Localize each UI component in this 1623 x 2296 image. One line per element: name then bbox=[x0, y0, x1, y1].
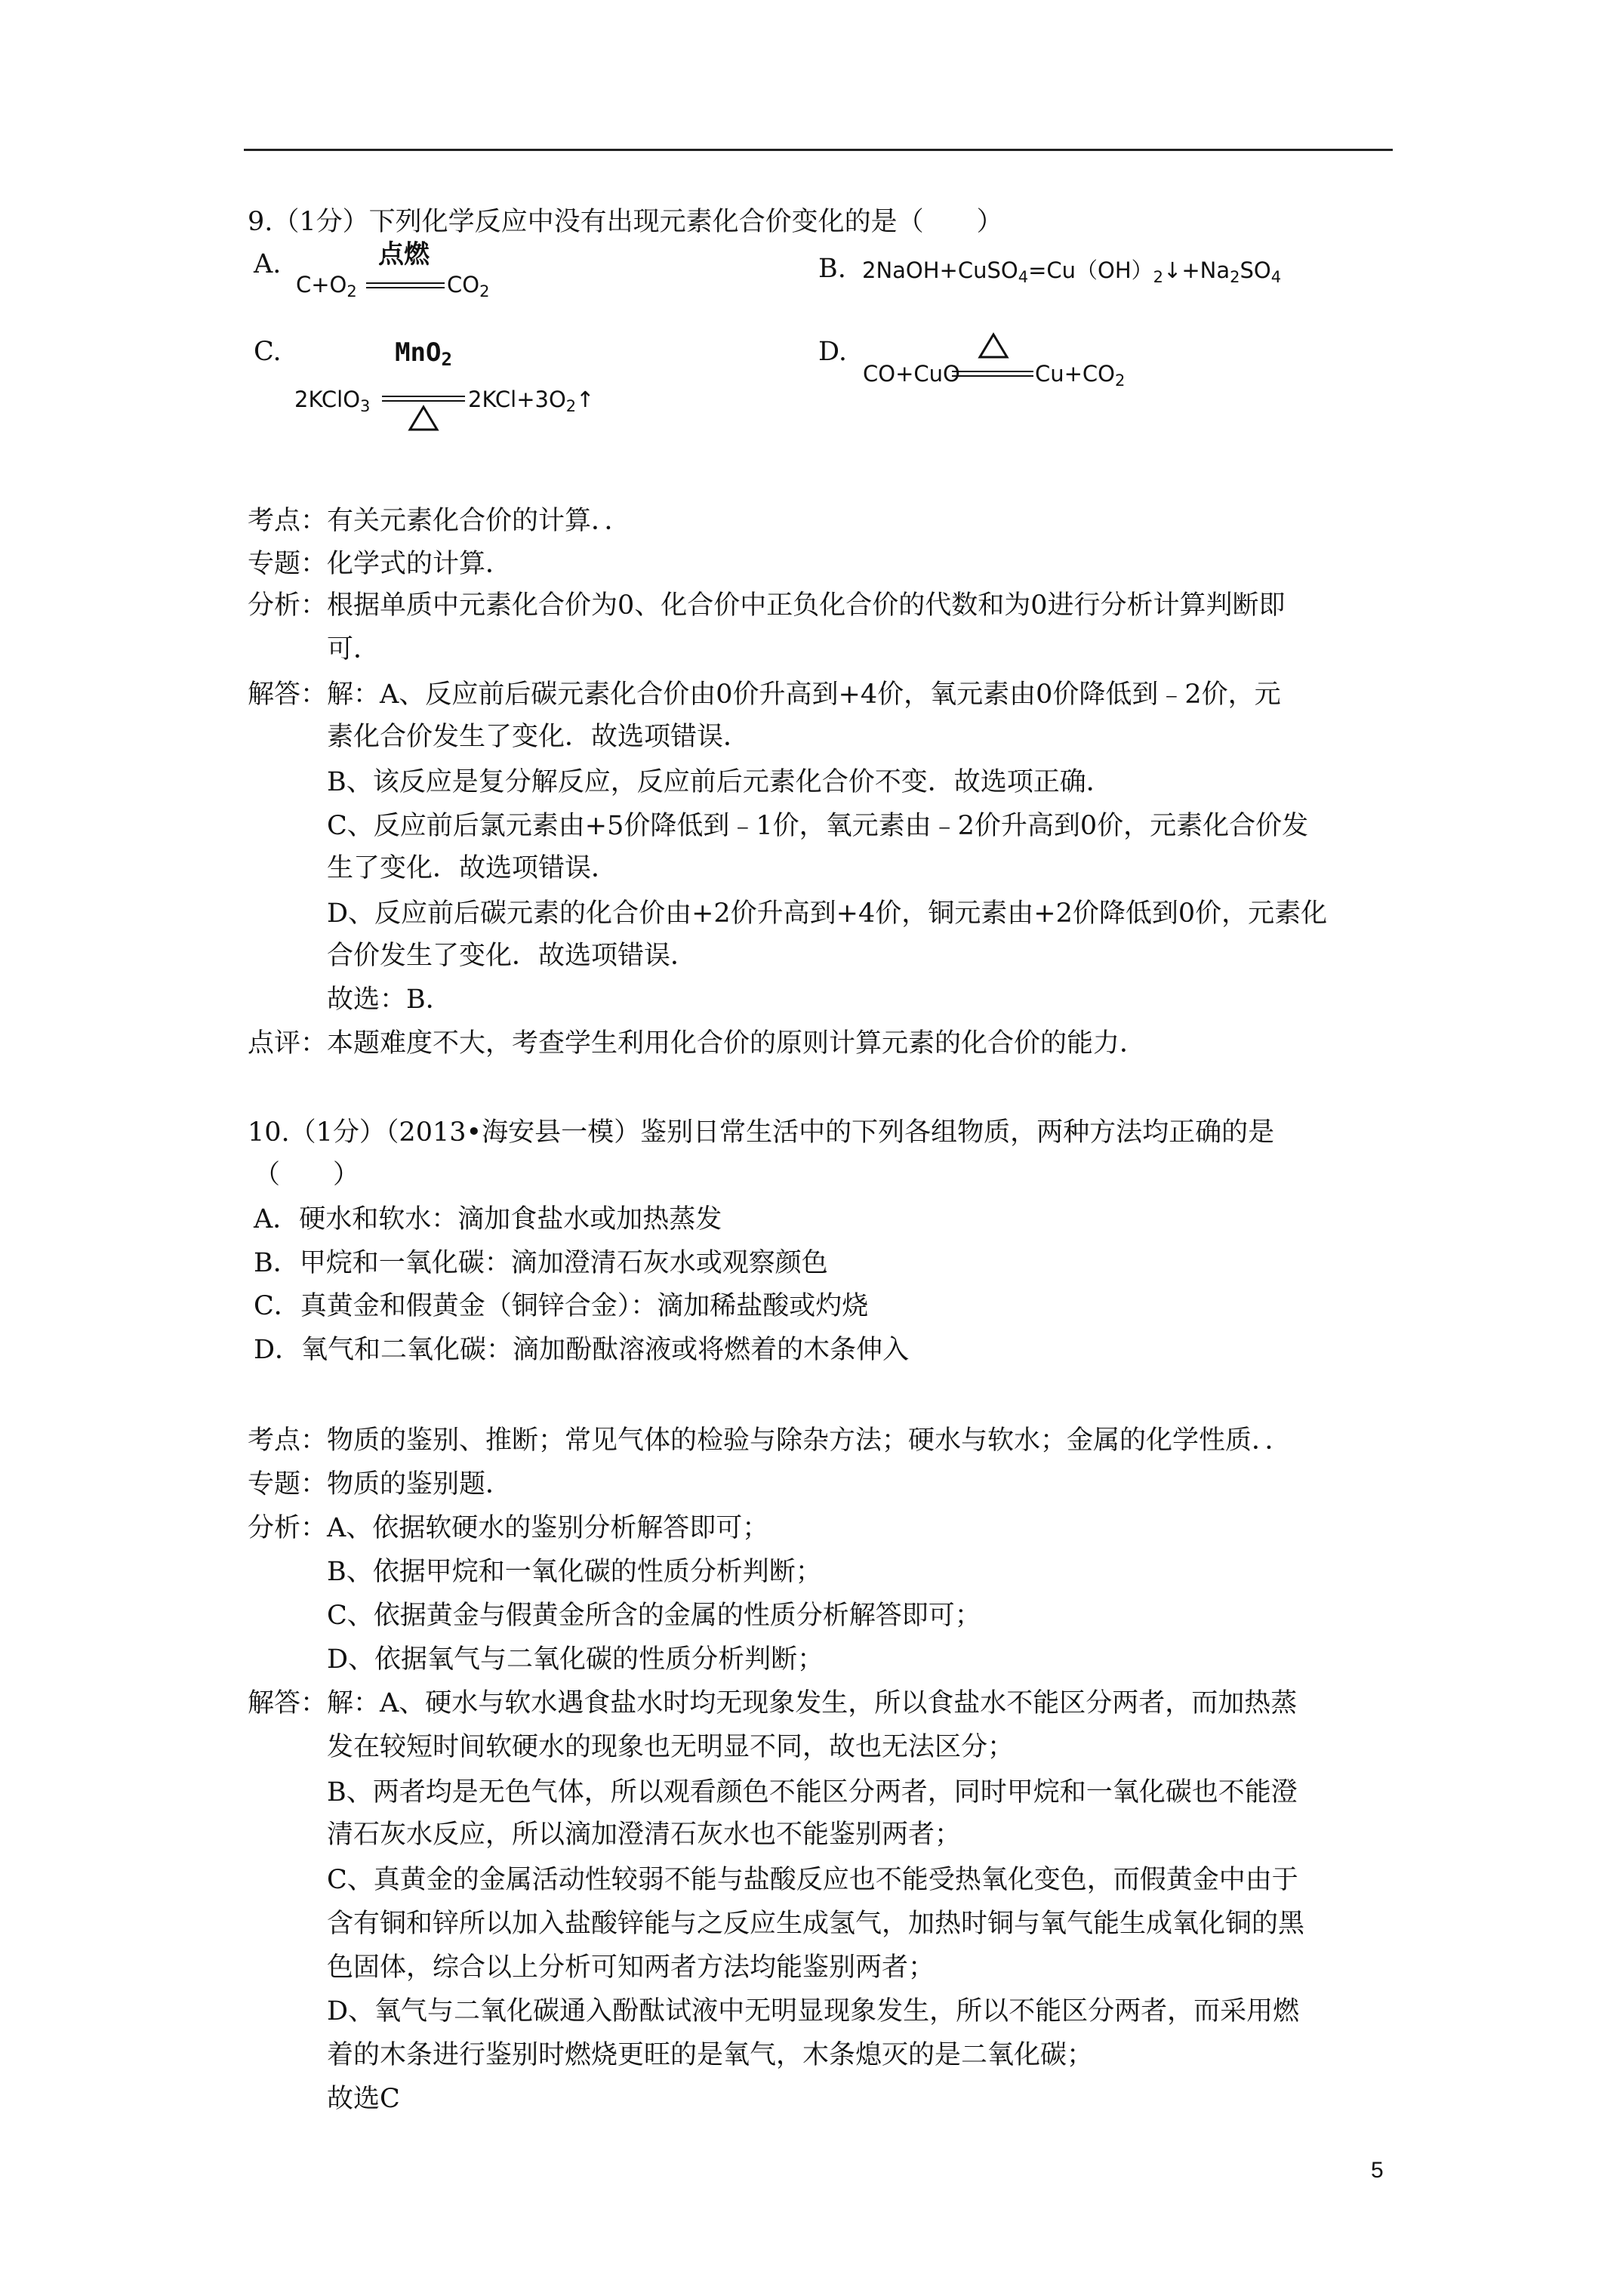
reactants: $C+O_2$ bbox=[296, 272, 357, 300]
q9-option-d-equation bbox=[863, 332, 1150, 393]
q9-option-a-label: A. bbox=[254, 249, 282, 279]
q10-stem-1: 10.（1分）（2013•海安县一模）鉴别日常生活中的下列各组物质，两种方法均正确的是 bbox=[248, 1117, 1275, 1148]
q9-kaodian: 考点：有关元素化合价的计算．． bbox=[248, 506, 631, 536]
q9-option-b-label: B. bbox=[818, 254, 846, 284]
q9-jieda-5: 生了变化．故选项错误． bbox=[327, 853, 618, 883]
q10-jieda-10: 故选C bbox=[327, 2084, 400, 2114]
products: $2KCl+3O_2↑$ bbox=[468, 387, 595, 415]
products: $CO_2$ bbox=[447, 272, 490, 300]
q10-jieda-7: 色固体，综合以上分析可知两者方法均能鉴别两者； bbox=[327, 1952, 935, 1983]
q10-option-a: A．硬水和软水：滴加食盐水或加热蒸发 bbox=[254, 1204, 722, 1234]
reaction-condition-ignite: 点燃 bbox=[378, 239, 430, 270]
q10-option-c: C．真黄金和假黄金（铜锌合金）：滴加稀盐酸或灼烧 bbox=[254, 1291, 869, 1321]
q9-option-c-equation bbox=[294, 337, 611, 438]
q10-jieda-5: C、真黄金的金属活动性较弱不能与盐酸反应也不能受热氧化变色，而假黄金中由于 bbox=[327, 1865, 1298, 1895]
q10-kaodian: 考点：物质的鉴别、推断；常见气体的检验与除杂方法；硬水与软水；金属的化学性质．． bbox=[248, 1425, 1292, 1456]
q10-fenxi-1: 分析：A、依据软硬水的鉴别分析解答即可； bbox=[248, 1513, 769, 1543]
header-rule bbox=[244, 149, 1393, 151]
q10-stem-2: （ ） bbox=[254, 1160, 360, 1190]
equals-bar bbox=[382, 396, 465, 402]
heat-triangle-icon bbox=[408, 405, 439, 432]
q10-fenxi-2: B、依据甲烷和一氧化碳的性质分析判断； bbox=[327, 1557, 822, 1587]
reactants: CO+CuO bbox=[863, 361, 960, 387]
q10-fenxi-3: C、依据黄金与假黄金所含的金属的性质分析解答即可； bbox=[327, 1601, 981, 1631]
q9-jieda-7: 合价发生了变化．故选项错误． bbox=[327, 941, 698, 971]
q9-jieda-6: D、反应前后碳元素的化合价由+2价升高到+4价，铜元素由+2价降低到0价，元素化 bbox=[327, 898, 1328, 929]
page-number: 5 bbox=[1371, 2158, 1384, 2183]
q9-stem: 9.（1分）下列化学反应中没有出现元素化合价变化的是（ ） bbox=[248, 207, 1003, 237]
q10-jieda-3: B、两者均是无色气体，所以观看颜色不能区分两者，同时甲烷和一氧化碳也不能澄 bbox=[327, 1777, 1298, 1808]
q10-jieda-1: 解答：解：A、硬水与软水遇食盐水时均无现象发生，所以食盐水不能区分两者，而加热蒸 bbox=[248, 1688, 1298, 1718]
reactants: 2KClO$_3$ bbox=[294, 387, 371, 415]
q9-jieda-3: B、该反应是复分解反应，反应前后元素化合价不变．故选项正确． bbox=[327, 767, 1113, 797]
q10-jieda-9: 着的木条进行鉴别时燃烧更旺的是氧气，木条熄灭的是二氧化碳； bbox=[327, 2040, 1094, 2070]
q9-jieda-1: 解答：解：A、反应前后碳元素化合价由0价升高到+4价，氧元素由0价降低到﹣2价，元 bbox=[248, 680, 1281, 710]
q9-option-c-label: C. bbox=[254, 337, 282, 367]
q9-dianping: 点评：本题难度不大，考查学生利用化合价的原则计算元素的化合价的能力． bbox=[248, 1028, 1147, 1059]
q9-option-b-equation: $2NaOH+CuSO_4=Cu(OH)_2↓+Na_2SO_4$ bbox=[862, 257, 1282, 286]
q9-jieda-8: 故选：B． bbox=[327, 985, 452, 1015]
q10-zhuanti: 专题：物质的鉴别题． bbox=[248, 1469, 513, 1499]
equals-bar bbox=[366, 282, 445, 288]
q10-jieda-6: 含有铜和锌所以加入盐酸锌能与之反应生成氢气，加热时铜与氧气能生成氧化铜的黑 bbox=[327, 1909, 1305, 1939]
q9-option-d-label: D. bbox=[818, 337, 847, 367]
q9-jieda-2: 素化合价发生了变化．故选项错误． bbox=[327, 722, 750, 752]
q10-jieda-4: 清石灰水反应，所以滴加澄清石灰水也不能鉴别两者； bbox=[327, 1820, 962, 1850]
q9-option-a-equation bbox=[296, 239, 537, 302]
q9-fenxi-1: 分析：根据单质中元素化合价为0、化合价中正负化合价的代数和为0进行分析计算判断即 bbox=[248, 590, 1286, 621]
q10-jieda-2: 发在较短时间软硬水的现象也无明显不同，故也无法区分； bbox=[327, 1732, 1015, 1762]
products: $Cu+CO_2$ bbox=[1035, 361, 1126, 390]
q9-jieda-4: C、反应前后氯元素由+5价降低到﹣1价，氧元素由﹣2价升高到0价，元素化合价发 bbox=[327, 811, 1309, 841]
q10-option-b: B．甲烷和一氧化碳：滴加澄清石灰水或观察颜色 bbox=[254, 1248, 828, 1278]
q10-option-d: D．氧气和二氧化碳：滴加酚酞溶液或将燃着的木条伸入 bbox=[254, 1335, 910, 1365]
q10-fenxi-4: D、依据氧气与二氧化碳的性质分析判断； bbox=[327, 1644, 824, 1675]
q10-jieda-8: D、氧气与二氧化碳通入酚酞试液中无明显现象发生，所以不能区分两者，而采用燃 bbox=[327, 1996, 1300, 2026]
q9-fenxi-2: 可． bbox=[327, 634, 380, 664]
heat-triangle-icon bbox=[978, 332, 1009, 359]
q9-zhuanti: 专题：化学式的计算． bbox=[248, 549, 513, 579]
equals-bar bbox=[952, 371, 1033, 377]
reaction-condition-catalyst: MnO$_2$ bbox=[395, 337, 452, 370]
